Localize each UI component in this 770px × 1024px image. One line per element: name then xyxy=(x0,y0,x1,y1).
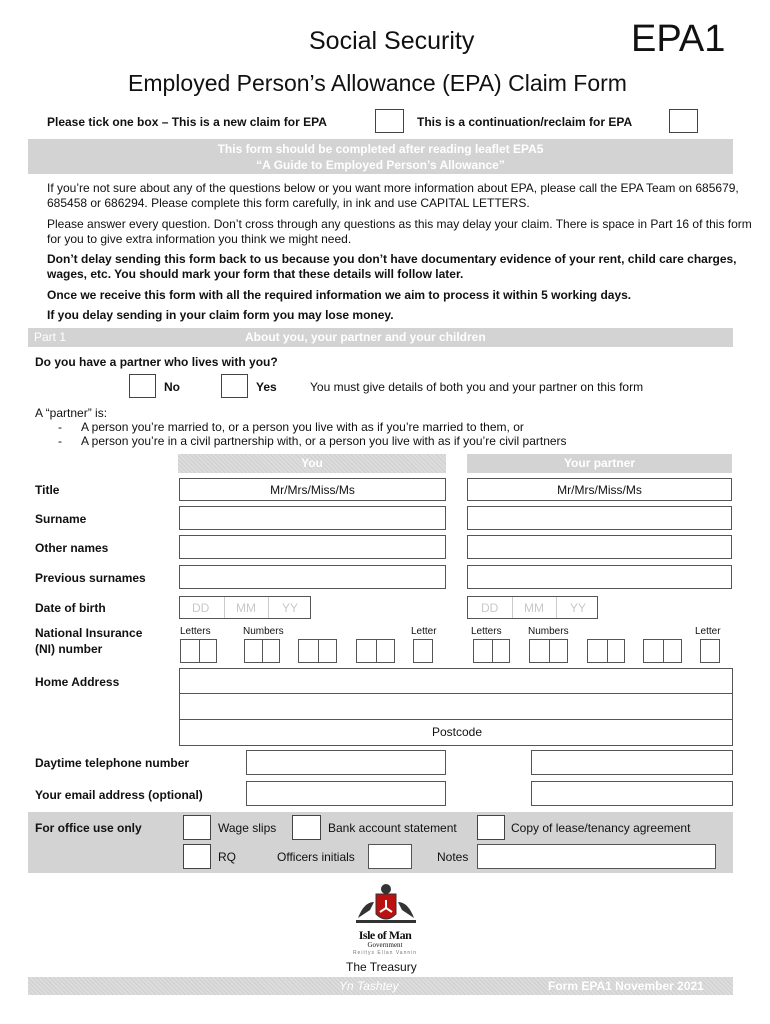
partner-title-options: Mr/Mrs/Miss/Ms xyxy=(557,483,642,497)
logo-subtitle: Government xyxy=(367,941,403,949)
officers-initials-label: Officers initials xyxy=(277,850,355,864)
form-title: Employed Person’s Allowance (EPA) Claim Form xyxy=(128,70,627,96)
bank-statement-label: Bank account statement xyxy=(328,821,457,835)
partner-dob-mm: MM xyxy=(524,601,544,615)
wage-slips-checkbox[interactable] xyxy=(183,815,211,840)
you-dob-yy: YY xyxy=(282,601,299,615)
postcode-label: Postcode xyxy=(432,725,483,739)
partner-phone-field[interactable] xyxy=(531,750,733,775)
you-dob-mm: MM xyxy=(236,601,256,615)
partner-definition-1: A person you’re married to, or a person you live with as if you’re married to them, or xyxy=(81,420,524,434)
you-title-options: Mr/Mrs/Miss/Ms xyxy=(270,483,355,497)
partner-question: Do you have a partner who lives with you? xyxy=(35,355,278,369)
department-manx-name: Yn Tashtey xyxy=(339,979,399,993)
you-surname-field[interactable] xyxy=(179,506,446,530)
intro-paragraph-2: Please answer every question. Don’t cross through any questions as this may delay your claim. There is space in Part 16 of this form for you to give extra information you think we might need. xyxy=(47,217,752,246)
column-header-partner-label: Your partner xyxy=(563,456,636,470)
home-address-line-2[interactable] xyxy=(179,694,733,720)
you-dob-divider-1 xyxy=(224,597,225,618)
notes-field[interactable] xyxy=(477,844,716,869)
intro-paragraph-1: If you’re not sure about any of the questions below or you want more information about EPA, please call the EPA Team on 685679, 685458 or 686294. Please complete this form carefully, in ink and use CAPITAL LETTERS. xyxy=(47,181,739,210)
partner-yes-note: You must give details of both you and your partner on this form xyxy=(310,380,644,394)
logo-motto: Reiltys Ellan Vannin xyxy=(352,950,418,956)
partner-definition-dash-2: - xyxy=(58,434,62,448)
partner-yes-checkbox[interactable] xyxy=(221,374,248,398)
you-ni-numbers-box-3[interactable] xyxy=(356,639,395,663)
agency-name: Social Security xyxy=(309,27,475,55)
logo-name: Isle of Man xyxy=(358,928,412,942)
notice-line-2: “A Guide to Employed Person’s Allowance” xyxy=(256,158,505,172)
continuation-claim-label: This is a continuation/reclaim for EPA xyxy=(417,115,633,129)
wage-slips-label: Wage slips xyxy=(218,821,277,835)
other-names-label: Other names xyxy=(35,541,109,555)
intro-paragraph-3: Don’t delay sending this form back to us because you don’t have documentary evidence of your rent, child care charges, wages, etc. You should mark your form that these details will follow later. xyxy=(47,252,737,281)
lease-label: Copy of lease/tenancy agreement xyxy=(511,821,691,835)
partner-title-field[interactable] xyxy=(467,478,732,501)
department-name: The Treasury xyxy=(346,960,417,974)
form-code: EPA1 xyxy=(631,18,726,60)
you-dob-field[interactable] xyxy=(179,596,311,619)
partner-ni-letters-box[interactable] xyxy=(473,639,510,663)
partner-ni-letters-caption: Letters xyxy=(471,626,502,637)
continuation-claim-checkbox[interactable] xyxy=(669,109,698,133)
partner-definition-lead: A “partner” is: xyxy=(35,406,108,420)
dob-label: Date of birth xyxy=(35,601,106,615)
you-ni-letter-box[interactable] xyxy=(413,639,433,663)
you-phone-field[interactable] xyxy=(246,750,446,775)
you-previous-surnames-field[interactable] xyxy=(179,565,446,589)
ni-label-line-2: (NI) number xyxy=(35,642,103,656)
partner-definition-2: A person you’re in a civil partnership with, or a person you live with as if you’re civil partners xyxy=(81,434,567,448)
column-header-you xyxy=(178,454,446,473)
column-header-partner xyxy=(467,454,732,473)
partner-email-field[interactable] xyxy=(531,781,733,806)
partner-other-names-field[interactable] xyxy=(467,535,732,559)
you-dob-divider-2 xyxy=(268,597,269,618)
part1-title: About you, your partner and your children xyxy=(245,330,486,344)
footer-band xyxy=(28,977,733,995)
you-ni-letters-box[interactable] xyxy=(180,639,217,663)
intro-paragraph-4: Once we receive this form with all the required information we aim to process it within 5 working days. xyxy=(47,288,632,302)
you-ni-numbers-caption: Numbers xyxy=(243,626,284,637)
you-title-field[interactable] xyxy=(179,478,446,501)
notice-line-1: This form should be completed after reading leaflet EPA5 xyxy=(217,142,544,156)
home-address-postcode-field[interactable] xyxy=(179,720,733,746)
partner-dob-yy: YY xyxy=(570,601,587,615)
part1-label: Part 1 xyxy=(34,330,67,344)
partner-no-checkbox[interactable] xyxy=(129,374,156,398)
you-other-names-field[interactable] xyxy=(179,535,446,559)
email-label: Your email address (optional) xyxy=(35,788,203,802)
rq-checkbox[interactable] xyxy=(183,844,211,869)
notice-band xyxy=(28,139,733,174)
home-address-label: Home Address xyxy=(35,675,120,689)
partner-ni-numbers-box-2[interactable] xyxy=(587,639,625,663)
new-claim-checkbox[interactable] xyxy=(375,109,404,133)
partner-dob-field[interactable] xyxy=(467,596,598,619)
partner-ni-numbers-box-1[interactable] xyxy=(529,639,568,663)
you-dob-dd: DD xyxy=(192,601,210,615)
partner-definition-dash-1: - xyxy=(58,420,62,434)
part1-band xyxy=(28,328,733,347)
you-ni-letter-caption: Letter xyxy=(411,626,437,637)
partner-ni-letter-box[interactable] xyxy=(700,639,720,663)
office-use-label: For office use only xyxy=(35,821,142,835)
officers-initials-field[interactable] xyxy=(368,844,412,869)
partner-dob-dd: DD xyxy=(481,601,499,615)
partner-yes-label: Yes xyxy=(256,380,277,394)
partner-ni-numbers-caption: Numbers xyxy=(528,626,569,637)
new-claim-label: Please tick one box – This is a new claim for EPA xyxy=(47,115,327,129)
notes-label: Notes xyxy=(437,850,469,864)
partner-surname-field[interactable] xyxy=(467,506,732,530)
partner-no-label: No xyxy=(164,380,180,394)
form-reference: Form EPA1 November 2021 xyxy=(548,979,704,993)
rq-label: RQ xyxy=(218,850,236,864)
partner-ni-numbers-box-3[interactable] xyxy=(643,639,682,663)
triskelion-crest-icon xyxy=(350,880,422,930)
previous-surnames-label: Previous surnames xyxy=(35,571,146,585)
you-ni-numbers-box-2[interactable] xyxy=(298,639,337,663)
ni-label-line-1: National Insurance xyxy=(35,626,143,640)
intro-paragraph-5: If you delay sending in your claim form you may lose money. xyxy=(47,308,394,322)
surname-label: Surname xyxy=(35,512,87,526)
partner-ni-letter-caption: Letter xyxy=(695,626,721,637)
isle-of-man-crest xyxy=(350,880,422,930)
column-header-you-label: You xyxy=(301,456,323,470)
title-label: Title xyxy=(35,483,60,497)
you-ni-letters-caption: Letters xyxy=(180,626,211,637)
lease-checkbox[interactable] xyxy=(477,815,505,840)
home-address-line-1[interactable] xyxy=(179,668,733,694)
you-email-field[interactable] xyxy=(246,781,446,806)
partner-previous-surnames-field[interactable] xyxy=(467,565,732,589)
partner-dob-divider-1 xyxy=(512,597,513,618)
you-ni-numbers-box-1[interactable] xyxy=(244,639,280,663)
partner-dob-divider-2 xyxy=(556,597,557,618)
bank-statement-checkbox[interactable] xyxy=(292,815,321,840)
phone-label: Daytime telephone number xyxy=(35,756,190,770)
